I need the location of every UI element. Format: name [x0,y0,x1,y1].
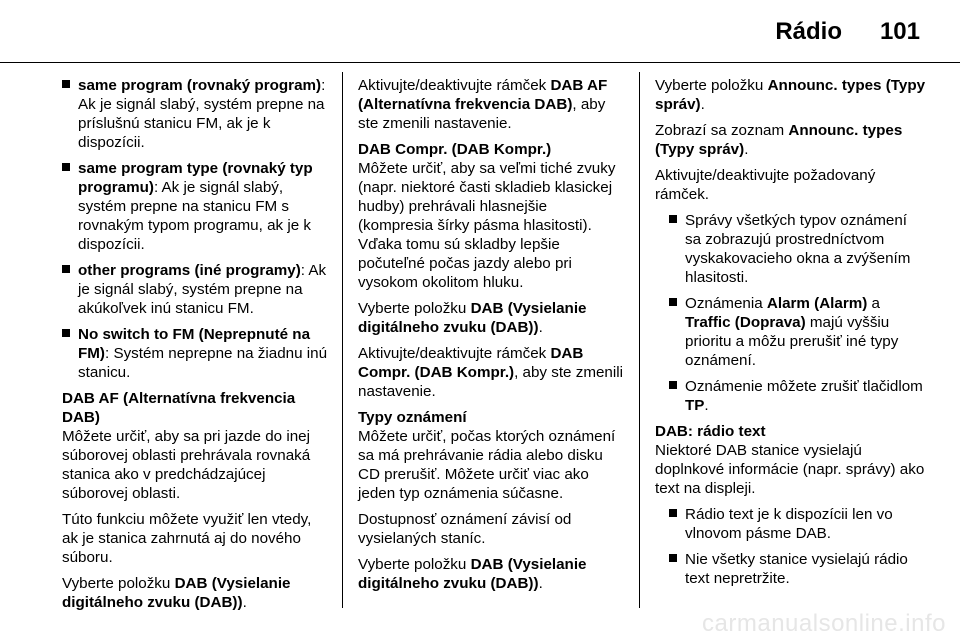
paragraph: Aktivujte/deaktivujte rámček DAB AF (Alternatívna frekvencia DAB), aby ste zmenili nastavenie. [358,77,608,132]
option-label: same program (rovnaký program) [78,77,322,94]
paragraph: Aktivujte/deaktivujte rámček DAB Compr. (DAB Kompr.), aby ste zmenili nastavenie. [358,345,623,400]
paragraph: Vyberte položku Announc. types (Typy správ). [655,77,926,113]
section-heading: Typy oznámení [358,409,467,426]
option-text: : Ak je signál slabý, systém prepne na stanicu FM s rovnakým typom programu, ak je k dispozícii. [78,179,311,253]
paragraph: Niektoré DAB stanice vysielajú doplnkové informácie (napr. správy) ako text na displeji. [655,442,925,497]
list-item: Nie všetky stanice vysielajú rádio text nepretržite. [669,550,927,588]
list-item [62,76,328,152]
list-item: Správy všetkých typov oznámení sa zobrazujú prostredníctvom vyskakovacieho okna a zvýšením hlasitosti. [669,211,927,287]
list-item [62,325,328,382]
section-heading: DAB AF (Alternatívna frekvencia DAB) [62,390,296,426]
paragraph: Môžete určiť, aby sa pri jazde do inej súborovej oblasti prehrávala rovnaká stanica ako v predchádzajúcej súborovej oblasti. [62,428,311,502]
option-text: : Ak je signál slabý, systém prepne na príslušnú stanicu FM, ak je k dispozícii. [78,77,326,151]
header-rule [0,62,960,63]
column-3 [655,76,927,595]
paragraph: Môžete určiť, aby sa veľmi tiché zvuky (napr. niektoré časti skladieb klasickej hudby) prehrávali hlasnejšie (kompresia šírky pásma hlasitosti). Vďaka tomu sú skladby lepšie počuteľné počas jazdy alebo pri vysokom okolitom hluku. [358,160,616,291]
option-label: same program type (rovnaký typ programu) [78,160,313,196]
page-number: 101 [879,18,920,45]
list-item [62,261,328,318]
page-header [0,0,960,64]
paragraph: Môžete určiť, počas ktorých oznámení sa má prehrávanie rádia alebo disku CD prerušiť. Môžete určiť viac ako jeden typ oznámenia súčasne. [358,428,616,502]
list-item: Oznámenie môžete zrušiť tlačidlom TP. [669,377,927,415]
bullet-list [655,211,927,415]
column-divider [342,72,343,608]
section-heading: DAB: rádio text [655,423,766,440]
paragraph: Vyberte položku DAB (Vysielanie digitálneho zvuku (DAB)). [358,556,587,592]
column-2 [358,76,624,600]
option-text: : Ak je signál slabý, systém prepne na akúkoľvek inú stanicu FM. [78,262,327,317]
paragraph: Túto funkciu môžete využiť len vtedy, ak je stanica zahrnutá aj do nového súboru. [62,511,312,566]
paragraph: Aktivujte/deaktivujte požadovaný rámček. [655,167,876,203]
list-item: Oznámenia Alarm (Alarm) a Traffic (Doprava) majú vyššiu prioritu a môžu prerušiť iné typy oznámení. [669,294,927,370]
watermark: carmanualsonline.info [702,610,946,637]
list-item: Rádio text je k dispozícii len vo vlnovom pásme DAB. [669,505,927,543]
column-divider [639,72,640,608]
column-1 [62,76,328,619]
paragraph: Dostupnosť oznámení závisí od vysielaných staníc. [358,511,572,547]
page-title: Rádio [775,18,842,45]
paragraph: Vyberte položku DAB (Vysielanie digitálneho zvuku (DAB)). [358,300,587,336]
option-list [62,76,328,382]
paragraph: Vyberte položku DAB (Vysielanie digitálneho zvuku (DAB)). [62,575,291,611]
option-label: other programs (iné programy) [78,262,301,279]
section-heading: DAB Compr. (DAB Kompr.) [358,141,552,158]
list-item [62,159,328,254]
option-label: No switch to FM (Neprepnuté na FM) [78,326,311,362]
bullet-list [655,505,927,588]
paragraph: Zobrazí sa zoznam Announc. types (Typy správ). [655,122,903,158]
option-text: : Systém neprepne na žiadnu inú stanicu. [78,345,328,381]
